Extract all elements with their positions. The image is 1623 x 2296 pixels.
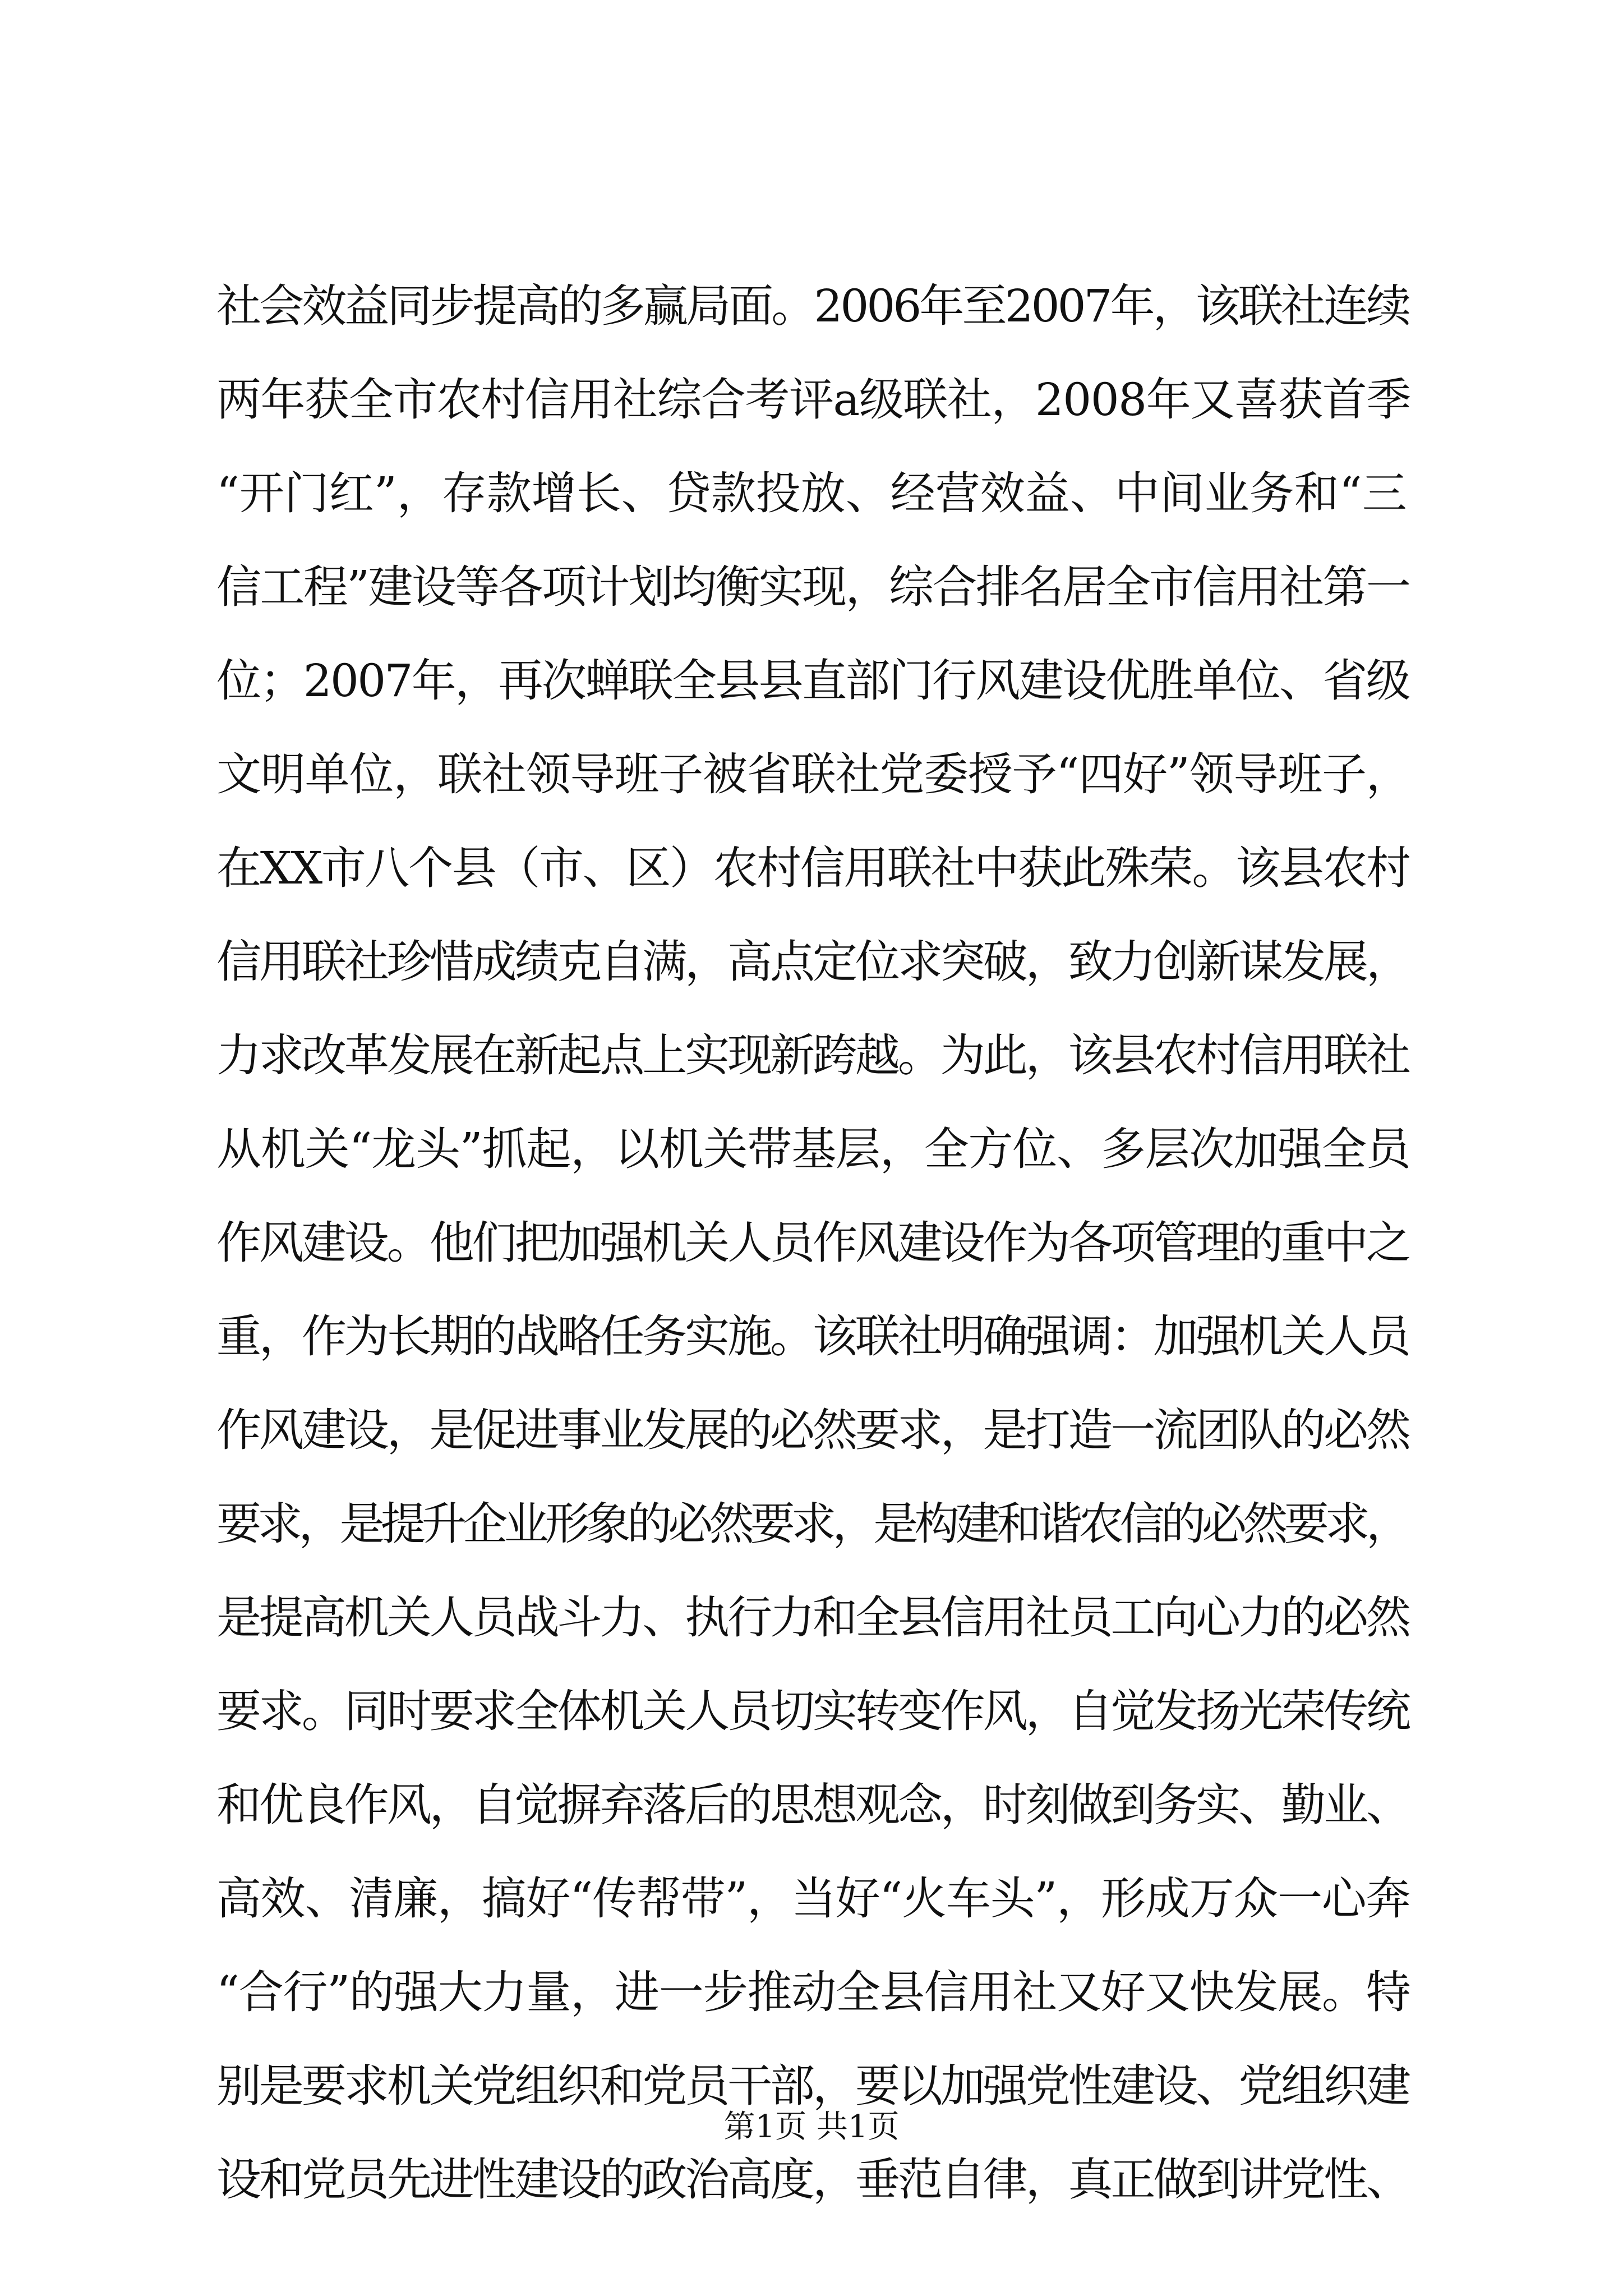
text-line: “合行”的强大力量，进一步推动全县信用社又好又快发展。特 — [216, 1966, 1410, 2018]
text-line: 别是要求机关党组织和党员干部，要以加强党性建设、党组织建 — [216, 2060, 1409, 2112]
text-line: 要求，是提升企业形象的必然要求，是构建和谐农信的必然要求， — [216, 1498, 1408, 1550]
text-line: “开门红”，存款增长、贷款投放、经营效益、中间业务和“三 — [216, 467, 1407, 519]
text-line: 从机关“龙头”抓起，以机关带基层，全方位、多层次加强全员 — [216, 1123, 1410, 1175]
text-line: 高效、清廉，搞好“传帮带”，当好“火车头”，形成万众一心奔 — [216, 1872, 1410, 1925]
page-footer — [0, 2105, 1623, 2150]
text-line: 信用联社珍惜成绩克自满，高点定位求突破，致力创新谋发展， — [216, 936, 1409, 988]
text-line: 是提高机关人员战斗力、执行力和全县信用社员工向心力的必然 — [216, 1591, 1409, 1644]
text-line: 重，作为长期的战略任务实施。该联社明确强调：加强机关人员 — [216, 1310, 1409, 1363]
text-line: 和优良作风，自觉摒弃落后的思想观念，时刻做到务实、勤业、 — [216, 1779, 1409, 1831]
text-line: 力求改革发展在新起点上实现新跨越。为此，该县农村信用联社 — [216, 1029, 1409, 1082]
text-line: 文明单位，联社领导班子被省联社党委授予“四好”领导班子， — [216, 748, 1410, 800]
page-number: 第1页 共1页 — [723, 2109, 900, 2145]
text-line: 信工程”建设等各项计划均衡实现，综合排名居全市信用社第一 — [216, 561, 1410, 613]
text-line: 位；2007年，再次蝉联全县县直部门行风建设优胜单位、省级 — [216, 655, 1409, 707]
text-line: 作风建设，是促进事业发展的必然要求，是打造一流团队的必然 — [216, 1404, 1409, 1456]
text-line: 社会效益同步提高的多赢局面。2006年至2007年，该联社连续 — [216, 280, 1409, 332]
text-line: 要求。同时要求全体机关人员切实转变作风，自觉发扬光荣传统 — [216, 1685, 1409, 1737]
text-line: 在XX市八个县（市、区）农村信用联社中获此殊荣。该县农村 — [216, 842, 1410, 894]
text-line: 设和党员先进性建设的政治高度，垂范自律，真正做到讲党性、 — [216, 2154, 1409, 2206]
body-text — [216, 259, 1411, 2226]
text-line: 作风建设。他们把加强机关人员作风建设作为各项管理的重中之 — [216, 1217, 1409, 1269]
text-line: 两年获全市农村信用社综合考评a级联社，2008年又喜获首季 — [216, 374, 1410, 426]
